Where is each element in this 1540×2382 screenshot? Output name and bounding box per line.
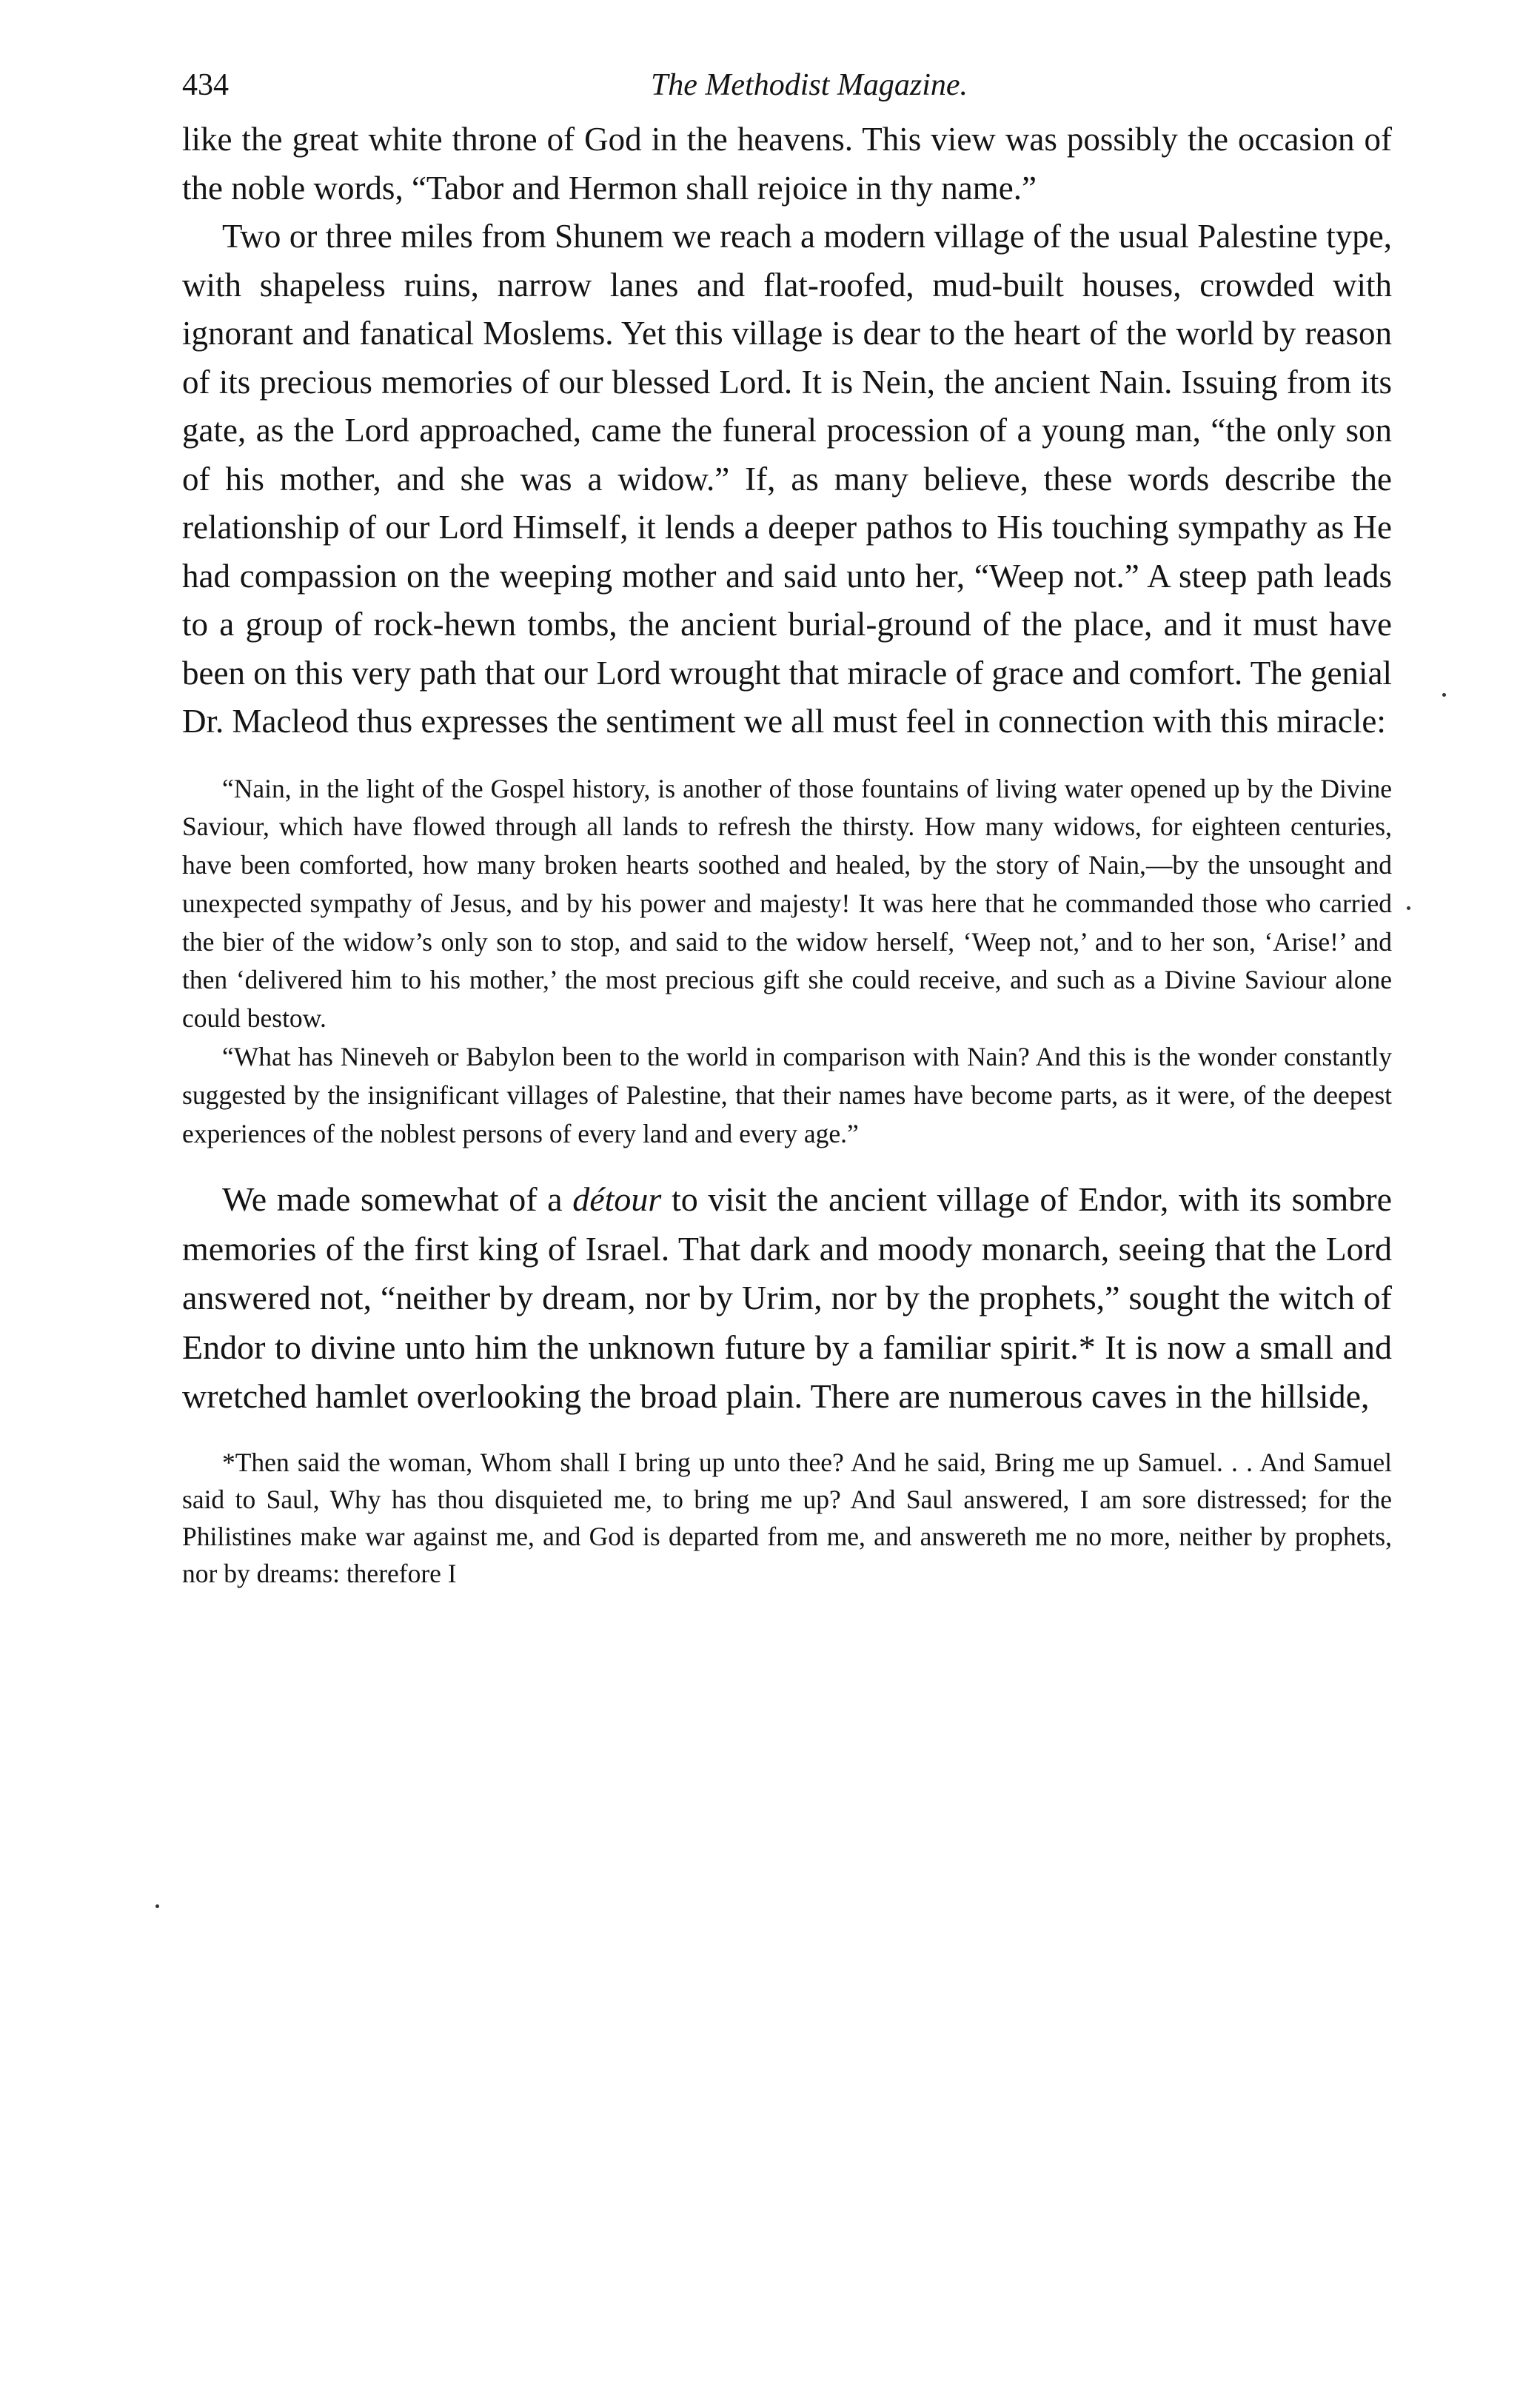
- macleod-quote: [182, 770, 1392, 1154]
- margin-speck: [1407, 906, 1410, 910]
- main-text: [182, 116, 1392, 746]
- running-head: [182, 59, 1392, 111]
- paragraph-nain: Two or three miles from Shunem we reach a modern village of the usual Palestine type, with shapeless ruins, narrow lanes and flat-roofed, mud-built houses, crowded with ignorant and fanatical Moslems. Yet this village is dear to the heart of the world by reason of its precious memories of our blessed Lord. It is Nein, the ancient Nain. Issuing from its gate, as the Lord approached, came the funeral procession of a young man, “the only son of his mother, and she was a widow.” If, as many believe, these words describe the relationship of our Lord Himself, it lends a deeper pathos to His touching sympathy as He had compassion on the weeping mother and said unto her, “Weep not.” A steep path leads to a group of rock-hewn tombs, the ancient burial-ground of the place, and it must have been on this very path that our Lord wrought that miracle of grace and comfort. The genial Dr. Macleod thus expresses the sentiment we all must feel in connection with this miracle:: [182, 218, 1392, 740]
- page-number: 434: [182, 68, 229, 102]
- footnote: *Then said the woman, Whom shall I bring up unto thee? And he said, Bring me up Samuel. . . And Samuel said to Saul, Why has thou disquieted me, to bring me up? And Saul answered, I am sore distressed; for the Philistines make war against me, and God is departed from me, and answereth me no more, neither by prophets, nor by dreams: therefore I: [182, 1447, 1392, 1588]
- margin-speck: [1442, 693, 1446, 697]
- quote-paragraph-nineveh: “What has Nineveh or Babylon been to the world in comparison with Nain? And this is the wonder constantly suggested by the insignificant villages of Palestine, that their names have become parts, as it were, of the deepest experiences of the noblest persons of every land and every age.”: [182, 1042, 1392, 1148]
- endor-text-start: We made somewhat of a: [222, 1180, 573, 1219]
- page: [182, 59, 1392, 1592]
- endor-text-rest: to visit the ancient village of Endor, with its sombre memories of the first king of Israel. That dark and moody monarch, seeing that the Lord answered not, “neither by dream, nor by Urim, nor by the prophets,” sought the witch of Endor to divine unto him the unknown future by a familiar spirit.* It is now a small and wretched hamlet overlooking the broad plain. There are numerous caves in the hillside,: [182, 1180, 1392, 1416]
- paragraph-endor: [182, 1175, 1392, 1422]
- quote-paragraph-nain: “Nain, in the light of the Gospel history, is another of those fountains of living water opened up by the Divine Saviour, which have flowed through all lands to refresh the thirsty. How many widows, for eighteen centuries, have been comforted, how many broken hearts soothed and healed, by the story of Nain,—by the unsought and unexpected sympathy of Jesus, and by his power and majesty! It was here that he commanded those who carried the bier of the widow’s only son to stop, and said to the widow herself, ‘Weep not,’ and to her son, ‘Arise!’ and then ‘delivered him to his mother,’ the most precious gift she could receive, and such as a Divine Saviour alone could bestow.: [182, 773, 1392, 1034]
- margin-speck: [155, 1904, 159, 1908]
- endor-text: [182, 1175, 1392, 1422]
- italic-detour: détour: [572, 1180, 662, 1219]
- paragraph-tabor: like the great white throne of God in the heavens. This view was possibly the occasion of the noble words, “Tabor and Hermon shall rejoice in thy name.”: [182, 121, 1392, 207]
- magazine-title: The Methodist Magazine.: [650, 68, 968, 102]
